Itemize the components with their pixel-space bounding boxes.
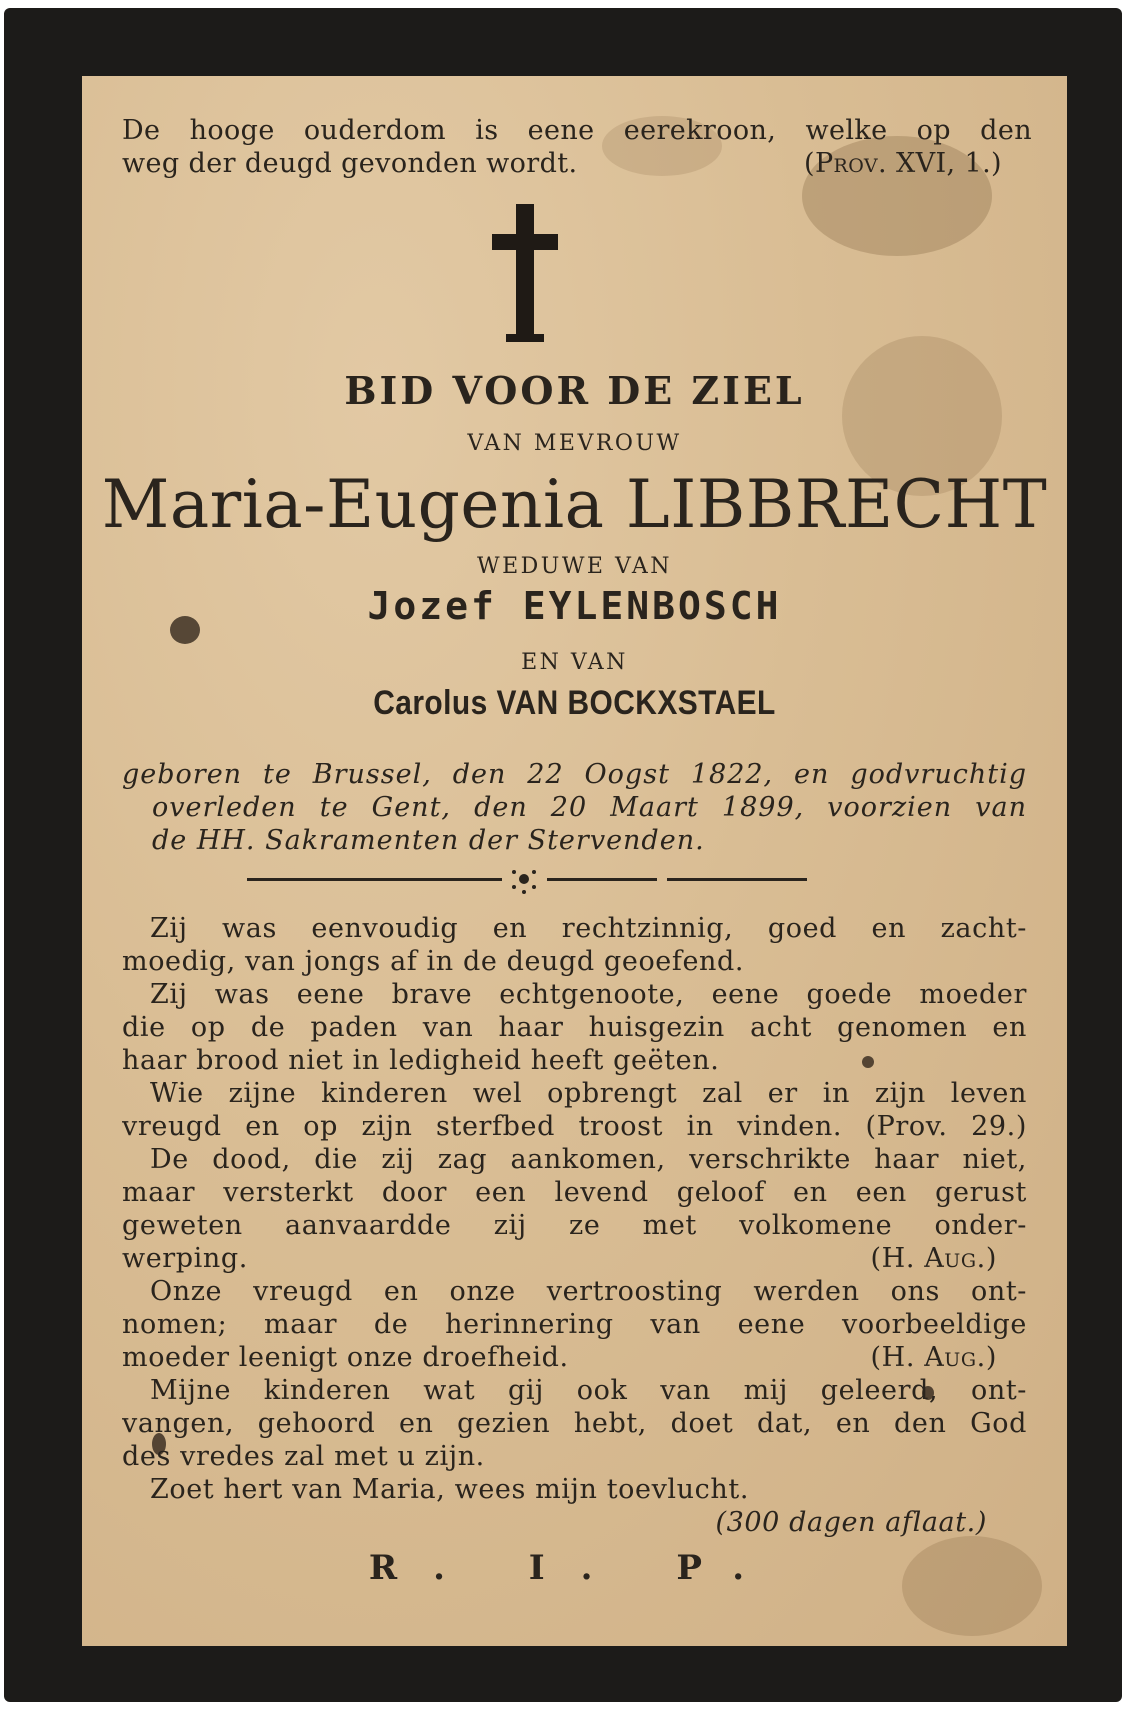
eulogy-text-fragment: moeder leenigt onze droefheid. [122, 1342, 569, 1373]
eulogy-line [122, 1341, 1027, 1374]
eulogy-line: moedig, van jongs af in de deugd geoefend. [122, 946, 745, 977]
ornamental-divider [82, 866, 1067, 896]
eulogy-reference: (H. Aug.) [870, 1243, 997, 1274]
first-husband-name: Jozef EYLENBOSCH [367, 584, 782, 628]
epigraph-line: De hooge ouderdom is eene eerekroon, welke op den [122, 115, 1032, 146]
eulogy-line: des vredes zal met u zijn. [122, 1441, 485, 1472]
epigraph-reference: (Prov. XVI, 1.) [804, 148, 1002, 179]
second-husband-name: Carolus VAN BOCKXSTAEL [373, 684, 776, 722]
eulogy-text [122, 912, 1027, 1539]
rip-closing: R. I. P. [368, 1548, 781, 1588]
eulogy-line: vreugd en op zijn sterfbed troost in vinden. (Prov. 29.) [122, 1111, 1027, 1142]
eulogy-line: maar versterkt door een levend geloof en een gerust [122, 1177, 1027, 1208]
card-paper [82, 76, 1067, 1646]
eulogy-line: Wie zijne kinderen wel opbrengt zal er in zijn leven [150, 1078, 1027, 1109]
eulogy-line: Zij was eene brave echtgenoote, eene goede moeder [150, 979, 1027, 1010]
cross-icon [82, 204, 1067, 354]
eulogy-line: geweten aanvaardde zij ze met volkomene onder- [122, 1210, 1027, 1241]
eulogy-line: Onze vreugd en onze vertroosting werden ons ont- [150, 1276, 1027, 1307]
dates-line: de HH. Sakramenten der Stervenden. [152, 825, 705, 856]
dates-line: geboren te Brussel, den 22 Oogst 1822, en godvruchtig [122, 759, 1027, 790]
dates-line: overleden te Gent, den 20 Maart 1899, voorzien van [152, 792, 1027, 823]
eulogy-line: De dood, die zij zag aankomen, verschrikte haar niet, [150, 1144, 1027, 1175]
epigraph [122, 114, 1032, 180]
eulogy-line: Zoet hert van Maria, wees mijn toevlucht. [150, 1474, 749, 1505]
eulogy-line: Zij was eenvoudig en rechtzinnig, goed en zacht- [150, 913, 1027, 944]
weduwe-van-label: WEDUWE VAN [476, 554, 673, 579]
epigraph-line: weg der deugd gevonden wordt. [122, 148, 578, 179]
van-mevrouw-label: VAN MEVROUW [467, 431, 682, 456]
eulogy-line: haar brood niet in ledigheid heeft geëten. [122, 1045, 720, 1076]
indulgence-note: (300 dagen aflaat.) [715, 1507, 987, 1538]
eulogy-line: nomen; maar de herinnering van eene voorbeeldige [122, 1309, 1027, 1340]
eulogy-line [122, 1242, 1027, 1275]
eulogy-line: Mijne kinderen wat gij ook van mij geleerd, ont- [150, 1375, 1027, 1406]
memorial-card [4, 8, 1122, 1702]
eulogy-text-fragment: werping. [122, 1243, 248, 1274]
heading: BID VOOR DE ZIEL [344, 368, 805, 413]
eulogy-reference: (H. Aug.) [870, 1342, 997, 1373]
eulogy-line: die op de paden van haar huisgezin acht genomen en [122, 1012, 1027, 1043]
eulogy-line: vangen, gehoord en gezien hebt, doet dat, en den God [122, 1408, 1027, 1439]
epigraph-line-2 [122, 147, 1032, 180]
deceased-name: Maria-Eugenia LIBBRECHT [101, 466, 1048, 543]
en-van-label: EN VAN [521, 650, 628, 675]
birth-death-dates [122, 758, 1027, 857]
